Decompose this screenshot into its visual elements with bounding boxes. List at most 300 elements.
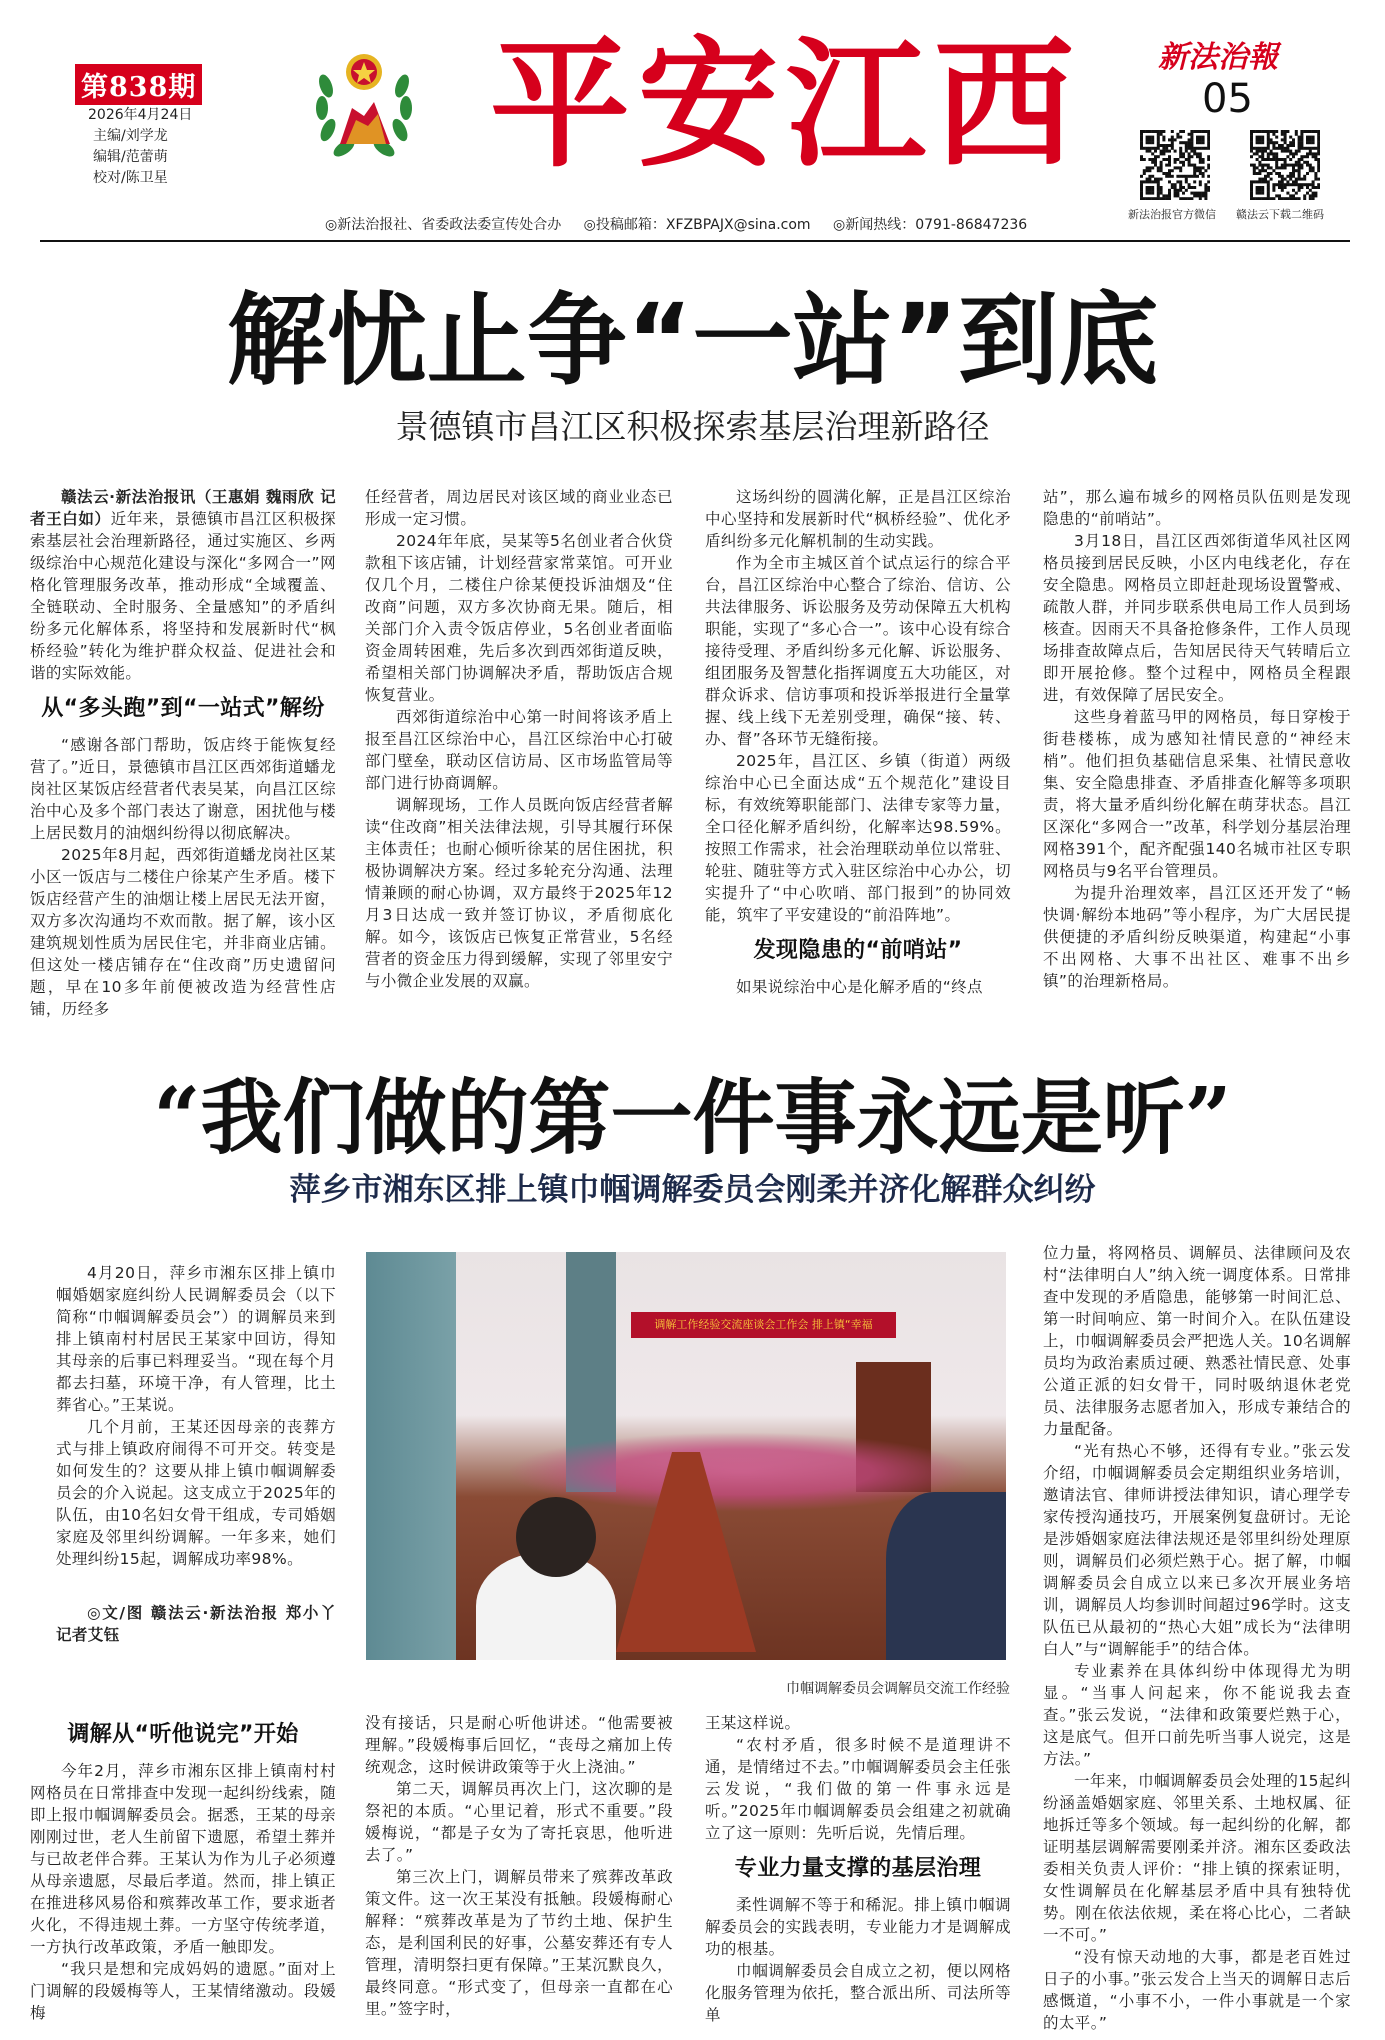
qr-module: [1300, 138, 1303, 141]
qr-module: [1258, 138, 1261, 141]
qr-module: [1207, 133, 1210, 136]
qr-module: [1250, 130, 1253, 133]
qr-module: [1207, 158, 1210, 161]
qr-module: [1162, 144, 1165, 147]
qr-module: [1281, 175, 1284, 178]
qr-module: [1151, 175, 1154, 178]
qr-module: [1267, 186, 1270, 189]
qr-module: [1267, 175, 1270, 178]
qr-module: [1275, 136, 1278, 139]
qr-module: [1168, 164, 1171, 167]
qr-module: [1317, 178, 1320, 181]
qr-module: [1174, 138, 1177, 141]
paragraph: 没有接话，只是耐心听他讲述。“他需要被理解。”段媛梅事后回忆，“丧母之痛加上传统观念，这时候讲政策等于火上浇油。”: [365, 1714, 673, 1776]
qr-module: [1179, 175, 1182, 178]
qr-module: [1185, 180, 1188, 183]
qr-module: [1270, 152, 1273, 155]
qr-module: [1199, 192, 1202, 195]
qr-module: [1190, 133, 1193, 136]
qr-module: [1253, 164, 1256, 167]
qr-module: [1157, 186, 1160, 189]
qr-module: [1314, 192, 1317, 195]
qr-module: [1162, 130, 1165, 133]
qr-module: [1160, 178, 1163, 181]
qr-module: [1148, 150, 1151, 153]
qr-module: [1190, 144, 1193, 147]
qr-module: [1171, 138, 1174, 141]
qr-module: [1289, 144, 1292, 147]
qr-module: [1295, 169, 1298, 172]
qr-module: [1199, 161, 1202, 164]
qr-module: [1292, 189, 1295, 192]
qr-module: [1182, 186, 1185, 189]
qr-module: [1286, 147, 1289, 150]
qr-module: [1154, 197, 1157, 200]
qr-module: [1272, 197, 1275, 200]
qr-module: [1258, 161, 1261, 164]
qr-module: [1292, 138, 1295, 141]
qr-module: [1312, 152, 1315, 155]
credit-line: ◎文/图 赣法云·新法治报 郑小丫 记者艾钰: [56, 1604, 336, 1644]
qr-module: [1270, 130, 1273, 133]
qr-module: [1146, 197, 1149, 200]
qr-module: [1317, 144, 1320, 147]
qr-module: [1295, 130, 1298, 133]
qr-module: [1140, 130, 1143, 133]
qr-module: [1146, 189, 1149, 192]
qr-module: [1261, 138, 1264, 141]
qr-module: [1298, 166, 1301, 169]
qr-module: [1275, 194, 1278, 197]
qr-module: [1312, 197, 1315, 200]
section-heading: 发现隐患的“前哨站”: [753, 938, 963, 963]
qr-module: [1256, 197, 1259, 200]
qr-module: [1165, 150, 1168, 153]
qr-module: [1168, 169, 1171, 172]
qr-module: [1160, 152, 1163, 155]
qr-module: [1193, 147, 1196, 150]
qr-module: [1140, 194, 1143, 197]
paragraph: “农村矛盾，很多时候不是道理讲不通，是情绪过不去。”巾帼调解委员会主任张云发说，“我们做的第一件事永远是听。”2025年巾帼调解委员会组建之初就确立了这一原则：先听后说，先情后理。: [705, 1736, 1011, 1842]
qr-module: [1272, 152, 1275, 155]
qr-module: [1168, 192, 1171, 195]
qr-module: [1298, 183, 1301, 186]
qr-module: [1309, 189, 1312, 192]
qr-module: [1168, 150, 1171, 153]
qr-module: [1270, 150, 1273, 153]
qr-module: [1309, 197, 1312, 200]
qr-module: [1289, 150, 1292, 153]
qr-module: [1317, 138, 1320, 141]
qr-module: [1264, 150, 1267, 153]
qr-module: [1300, 141, 1303, 144]
qr-module: [1267, 147, 1270, 150]
qr-module: [1179, 183, 1182, 186]
qr-module: [1298, 164, 1301, 167]
article1-column-2: [365, 486, 673, 992]
article2-bottom-column-1: [30, 1710, 336, 2024]
qr-module: [1140, 155, 1143, 158]
brand-logo: 新法治報: [1158, 40, 1278, 75]
qr-module: [1174, 183, 1177, 186]
qr-module: [1146, 150, 1149, 153]
byline: 赣法云·新法治报讯（王惠娟 魏雨欣 记者王白如）: [30, 488, 336, 528]
qr-module: [1312, 169, 1315, 172]
qr-module: [1160, 144, 1163, 147]
qr-module: [1295, 183, 1298, 186]
qr-module: [1146, 138, 1149, 141]
qr-module: [1193, 169, 1196, 172]
qr-module: [1188, 161, 1191, 164]
qr-module: [1272, 169, 1275, 172]
qr-module: [1140, 183, 1143, 186]
qr-module: [1250, 180, 1253, 183]
qr-module: [1154, 158, 1157, 161]
qr-module: [1190, 186, 1193, 189]
qr-module: [1146, 186, 1149, 189]
photo-banner: 调解工作经验交流座谈会工作会 排上镇“幸福: [631, 1312, 896, 1338]
qr-module: [1174, 161, 1177, 164]
qr-module: [1264, 147, 1267, 150]
qr-module: [1306, 172, 1309, 175]
news-photo: [366, 1252, 1006, 1660]
qr-module: [1148, 147, 1151, 150]
qr-module: [1300, 186, 1303, 189]
qr-module: [1140, 147, 1143, 150]
qr-module: [1193, 192, 1196, 195]
qr-module: [1289, 197, 1292, 200]
qr-module: [1154, 164, 1157, 167]
qr-module: [1207, 147, 1210, 150]
qr-module: [1171, 144, 1174, 147]
qr-module: [1264, 175, 1267, 178]
qr-module: [1298, 158, 1301, 161]
qr-module: [1286, 175, 1289, 178]
qr-module: [1272, 147, 1275, 150]
qr-module: [1176, 192, 1179, 195]
qr-module: [1202, 141, 1205, 144]
qr-module: [1190, 175, 1193, 178]
qr-module: [1204, 183, 1207, 186]
qr-module: [1140, 189, 1143, 192]
qr-module: [1317, 164, 1320, 167]
qr-module: [1250, 155, 1253, 158]
qr-module: [1303, 197, 1306, 200]
qr-module: [1284, 141, 1287, 144]
qr-module: [1295, 192, 1298, 195]
qr-module: [1182, 141, 1185, 144]
qr-module: [1140, 158, 1143, 161]
paragraph: 这场纠纷的圆满化解，正是昌江区综治中心坚持和发展新时代“枫桥经验”、优化矛盾纠纷多元化解机制的生动实践。: [705, 488, 1011, 550]
qr-module: [1300, 178, 1303, 181]
qr-module: [1281, 144, 1284, 147]
qr-module: [1256, 150, 1259, 153]
qr-module: [1185, 189, 1188, 192]
qr-module: [1157, 141, 1160, 144]
qr-module: [1140, 180, 1143, 183]
qr-module: [1160, 189, 1163, 192]
qr-module: [1298, 136, 1301, 139]
paragraph: 3月18日，昌江区西郊街道华风社区网格员接到居民反映，小区内电线老化，存在安全隐患。网格员立即赶赴现场设置警戒、疏散人群，并同步联系供电局工作人员到场核查。因雨天不具备抢修条件，工作人员现场排查故障点后，告知居民待天气转晴后立即开展抢修。整个过程中，网格员全程跟进，有效保障了居民安全。: [1043, 532, 1351, 704]
qr-module: [1199, 147, 1202, 150]
article1-column-3: [705, 486, 1011, 998]
qr-module: [1160, 197, 1163, 200]
paragraph: 调解现场，工作人员既向饭店经营者解读“住改商”相关法律法规，引导其履行环保主体责任；也耐心倾听徐某的居住困扰，积极协调解决方案。经过多轮充分沟通、法理情兼顾的耐心协调，双方最终于2025年12月3日达成一致并签订协议，矛盾彻底化解。如今，该饭店已恢复正常营业，5名经营者的资金压力得到缓解，实现了邻里安宁与小微企业发展的双赢。: [365, 796, 673, 990]
qr-module: [1253, 152, 1256, 155]
qr-module: [1157, 138, 1160, 141]
qr-module: [1275, 141, 1278, 144]
qr-module: [1289, 141, 1292, 144]
qr-module: [1199, 197, 1202, 200]
qr-module: [1179, 180, 1182, 183]
qr-module: [1258, 189, 1261, 192]
qr-module: [1264, 178, 1267, 181]
qr-module: [1160, 161, 1163, 164]
qr-module: [1306, 164, 1309, 167]
qr-module: [1306, 183, 1309, 186]
qr-module: [1317, 130, 1320, 133]
qr-module: [1204, 186, 1207, 189]
qr-module: [1179, 161, 1182, 164]
qr-module: [1151, 136, 1154, 139]
qr-module: [1179, 147, 1182, 150]
qr-module: [1143, 147, 1146, 150]
qr-module: [1295, 178, 1298, 181]
qr-module: [1171, 169, 1174, 172]
qr-module: [1250, 138, 1253, 141]
qr-module: [1300, 155, 1303, 158]
qr-module: [1300, 166, 1303, 169]
qr-module: [1309, 166, 1312, 169]
qr-module: [1270, 178, 1273, 181]
article1-column-1: [30, 486, 336, 1020]
qr-module: [1264, 169, 1267, 172]
qr-module: [1303, 178, 1306, 181]
qr-module: [1258, 130, 1261, 133]
qr-module: [1298, 161, 1301, 164]
qr-module: [1275, 183, 1278, 186]
qr-module: [1314, 172, 1317, 175]
qr-module: [1295, 164, 1298, 167]
qr-module: [1312, 183, 1315, 186]
qr-module: [1174, 192, 1177, 195]
qr-module: [1250, 150, 1253, 153]
paragraph: 第三次上门，调解员带来了殡葬改革政策文件。这一次王某没有抵触。段媛梅耐心解释：“殡葬改革是为了节约土地、保护生态，是利国利民的好事，公墓安葬还有专人管理，清明祭扫更有保障。”王某沉默良久，最终同意。“形式变了，但母亲一直都在心里。”签字时，: [365, 1868, 673, 2018]
qr-module: [1253, 180, 1256, 183]
qr-module: [1179, 155, 1182, 158]
submission-email[interactable]: ◎投稿邮箱：XFZBPAJX@sina.com: [583, 217, 811, 233]
paragraph: 一年来，巾帼调解委员会处理的15起纠纷涵盖婚姻家庭、邻里关系、土地权属、征地拆迁等多个领域。每一起纠纷的化解，都证明基层调解需要刚柔并济。湘东区委政法委相关负责人评价：“排上镇的探索证明，女性调解员在化解基层矛盾中具有独特优势。刚在依法依规，柔在将心比心，二者缺一不可。”: [1043, 1772, 1351, 1944]
qr-module: [1250, 192, 1253, 195]
qr-module: [1202, 130, 1205, 133]
qr-module: [1146, 192, 1149, 195]
qr-module: [1275, 147, 1278, 150]
qr-module: [1253, 197, 1256, 200]
qr-module: [1309, 130, 1312, 133]
qr-module: [1286, 180, 1289, 183]
qr-module: [1165, 194, 1168, 197]
qr-module: [1309, 183, 1312, 186]
qr-module: [1196, 147, 1199, 150]
qr-module: [1267, 180, 1270, 183]
paragraph: 任经营者，周边居民对该区域的商业业态已形成一定习惯。: [365, 488, 673, 528]
paragraph: 几个月前，王某还因母亲的丧葬方式与排上镇政府闹得不可开交。转变是如何发生的？这要从排上镇巾帼调解委员会的介入说起。这支成立于2025年的队伍，由10名妇女骨干组成，专司婚姻家庭及邻里纠纷调解。一年多来，她们处理纠纷15起，调解成功率98%。: [56, 1418, 336, 1568]
qr-module: [1202, 194, 1205, 197]
qr-module: [1261, 130, 1264, 133]
qr-module: [1306, 152, 1309, 155]
lead-text: 近年来，景德镇市昌江区积极探索基层社会治理新路径，通过实施区、乡两级综治中心规范化建设与深化“多网合一”网格化管理服务改革，推动形成“全域覆盖、全链联动、全时服务、全量感知”的矛盾纠纷多元化解体系，将坚持和发展新时代“枫桥经验”转化为维护群众权益、促进社会和谐的实际效能。: [30, 510, 336, 682]
qr-module: [1171, 175, 1174, 178]
qr-module: [1264, 197, 1267, 200]
qr-module: [1199, 183, 1202, 186]
qr-module: [1199, 130, 1202, 133]
chief-editor: 主编/刘学龙: [93, 128, 168, 144]
qr-module: [1270, 166, 1273, 169]
qr-module: [1199, 152, 1202, 155]
qr-module: [1317, 152, 1320, 155]
qr-module: [1281, 166, 1284, 169]
qr-module: [1278, 144, 1281, 147]
qr-module: [1148, 158, 1151, 161]
qr-module: [1258, 180, 1261, 183]
qr-module: [1284, 183, 1287, 186]
qr-module: [1202, 192, 1205, 195]
qr-module: [1154, 178, 1157, 181]
qr-module: [1314, 194, 1317, 197]
qr-module: [1270, 158, 1273, 161]
qr-module: [1176, 136, 1179, 139]
qr-module: [1190, 150, 1193, 153]
qr-module: [1286, 183, 1289, 186]
qr-module: [1190, 147, 1193, 150]
qr-module: [1278, 147, 1281, 150]
qr-module: [1182, 164, 1185, 167]
qr-module: [1146, 141, 1149, 144]
qr-module: [1146, 130, 1149, 133]
qr-module: [1298, 147, 1301, 150]
qr-module: [1250, 186, 1253, 189]
masthead-divider: [40, 240, 1350, 242]
qr-module: [1275, 172, 1278, 175]
wechat-qr-code-icon[interactable]: [1140, 130, 1210, 200]
qr-module: [1196, 194, 1199, 197]
qr-module: [1261, 164, 1264, 167]
qr-module: [1298, 169, 1301, 172]
qr-module: [1306, 147, 1309, 150]
qr-module: [1146, 180, 1149, 183]
article1-headline: 解忧止争“一站”到底: [226, 282, 1159, 399]
qr-module: [1295, 197, 1298, 200]
qr-module: [1185, 150, 1188, 153]
qr-module: [1309, 136, 1312, 139]
qr-module: [1160, 164, 1163, 167]
qr-module: [1261, 150, 1264, 153]
qr-module: [1261, 192, 1264, 195]
qr-module: [1140, 197, 1143, 200]
qr-module: [1250, 147, 1253, 150]
qr-module: [1157, 136, 1160, 139]
qr-module: [1151, 197, 1154, 200]
qr-module: [1256, 130, 1259, 133]
qr-module: [1303, 194, 1306, 197]
qr-module: [1303, 183, 1306, 186]
qr-module: [1261, 166, 1264, 169]
qr-module: [1278, 175, 1281, 178]
qr-module: [1204, 147, 1207, 150]
qr-module: [1140, 192, 1143, 195]
paragraph: 2024年年底，吴某等5名创业者合伙贷款租下该店铺，计划经营家常菜馆。可开业仅几个月，二楼住户徐某便投诉油烟及“住改商”问题，双方多次协商无果。随后，相关部门介入责令饭店停业，5名创业者面临资金周转困难，先后多次到西郊街道反映，希望相关部门协调解决矛盾，帮助饭店合规恢复营业。: [365, 532, 673, 704]
qr-module: [1176, 133, 1179, 136]
qr-module: [1157, 189, 1160, 192]
qr-module: [1314, 178, 1317, 181]
issue-number: 第838期: [75, 64, 202, 105]
qr-module: [1202, 172, 1205, 175]
section-heading: 专业力量支撑的基层治理: [734, 1856, 982, 1881]
qr-module: [1174, 194, 1177, 197]
qr-module: [1146, 178, 1149, 181]
paragraph: 位力量，将网格员、调解员、法律顾问及农村“法律明白人”纳入统一调度体系。日常排查中发现的矛盾隐患，能够第一时间汇总、第一时间响应、第一时间介入。在队伍建设上，巾帼调解委员会严把选人关。10名调解员均为政治素质过硬、熟悉社情民意、处事公道正派的妇女骨干，同时吸纳退休老党员、法律服务志愿者加入，形成专兼结合的力量配备。: [1043, 1244, 1351, 1438]
qr-module: [1258, 136, 1261, 139]
qr-module: [1151, 189, 1154, 192]
qr-module: [1278, 194, 1281, 197]
qr-module: [1275, 130, 1278, 133]
qr-module: [1207, 175, 1210, 178]
qr-module: [1162, 158, 1165, 161]
qr-module: [1292, 169, 1295, 172]
page-number: 05: [1202, 76, 1253, 122]
qr-module: [1157, 183, 1160, 186]
app-download-qr-code-icon[interactable]: [1250, 130, 1320, 200]
qr-module: [1190, 197, 1193, 200]
qr-module: [1143, 158, 1146, 161]
paragraph: 西郊街道综治中心第一时间将该矛盾上报至昌江区综治中心，昌江区综治中心打破部门壁垒，联动区信访局、区市场监管局等部门进行协商调解。: [365, 708, 673, 792]
qr-module: [1284, 178, 1287, 181]
qr-module: [1160, 186, 1163, 189]
qr-module: [1289, 172, 1292, 175]
qr-module: [1264, 164, 1267, 167]
qr-module: [1154, 130, 1157, 133]
qr-module: [1317, 186, 1320, 189]
qr-module: [1151, 147, 1154, 150]
issue-date: 2026年4月24日: [88, 107, 193, 123]
qr-module: [1312, 194, 1315, 197]
qr-module: [1275, 158, 1278, 161]
paragraph: 为提升治理效率，昌江区还开发了“畅快调·解纷本地码”等小程序，为广大居民提供便捷的矛盾纠纷反映渠道，构建起“小事不出网格、大事不出社区、难事不出乡镇”的治理新格局。: [1043, 884, 1351, 990]
qr-module: [1281, 138, 1284, 141]
qr-module: [1182, 130, 1185, 133]
qr-module: [1289, 178, 1292, 181]
qr-module: [1143, 130, 1146, 133]
qr-module: [1306, 155, 1309, 158]
qr-module: [1196, 166, 1199, 169]
qr-module: [1171, 186, 1174, 189]
qr-module: [1185, 141, 1188, 144]
qr-module: [1151, 158, 1154, 161]
qr-module: [1272, 133, 1275, 136]
qr-module: [1272, 130, 1275, 133]
article2-bottom-column-2: [365, 1712, 673, 2020]
qr-module: [1202, 166, 1205, 169]
qr-module: [1151, 180, 1154, 183]
qr-module: [1314, 155, 1317, 158]
qr-module: [1151, 166, 1154, 169]
qr-module: [1317, 183, 1320, 186]
qr-module: [1306, 186, 1309, 189]
qr-module: [1267, 189, 1270, 192]
qr-module: [1157, 180, 1160, 183]
qr-module: [1284, 147, 1287, 150]
qr-module: [1298, 197, 1301, 200]
